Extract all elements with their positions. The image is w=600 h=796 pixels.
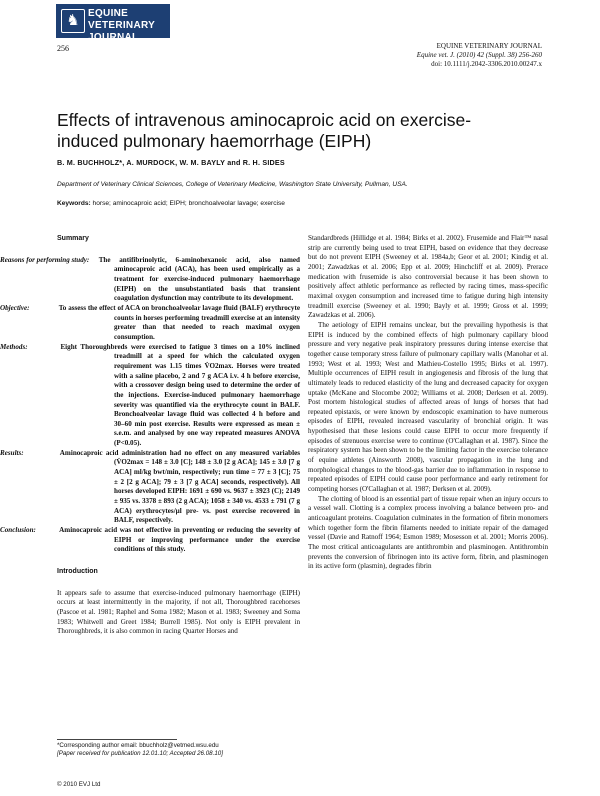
journal-banner <box>56 4 170 43</box>
page-number: 256 <box>57 44 69 53</box>
citation-doi: doi: 10.1111/j.2042-3306.2010.00247.x <box>431 60 542 68</box>
left-column <box>0 234 300 637</box>
copyright: © 2010 EVJ Ltd <box>57 781 101 788</box>
keywords-label: Keywords: <box>57 200 91 207</box>
body-paragraph-1: Standardbreds (Hillidge et al. 1984; Birks et al. 2002). Frusemide and Flair™ nasal strip are currently being used to treat EIPH, based on evidence that they decrease but do not prevent EIPH (Sweeney et al. 1984a,b; Geor et al. 2001; Kindig et al. 2001; Zawadzkas et al. 2006; Epp et al. 2009; Hinchcliff et al. 2009). Prerace medication with frusemide is also controversial because it has been shown to positively affect athletic performance as reflected by racing times, mass-specific maximal oxygen consumption and increased time to fatigue during high intensity treadmill exercise (Sweeney et al. 1990; Bayly et al. 1999; Gross et al. 1999; Zawadzkas et al. 2006). <box>308 234 548 320</box>
footnote <box>57 742 223 758</box>
introduction-paragraph: It appears safe to assume that exercise-induced pulmonary haemorrhage (EIPH) occurs at least intermittently in the majority, if not all, Thoroughbred racehorses (Pascoe et al. 1981; Raphel and Soma 1982; Mason et al. 1983; Sweeney and Soma 1983; Whitwell and Greet 1984; Burrell 1985). Not only is EIPH prevalent in Thoroughbreds, it is also common in racing Quarter Horses and <box>57 588 300 636</box>
summary-methods: Methods: Eight Thoroughbreds were exercised to fatigue 3 times on a 10% inclined treadmill at a speed for which the calculated oxygen requirement was 1.15 times V̇O2max. Horses were treated with a saline placebo, 2 and 7 g ACA i.v. 4 h before exercise, with a crossover design being used to determine the order of the injections. Exercise-induced pulmonary haemorrhage severity was quantified via the erythrocyte count in BALF. Bronchoalveolar lavage fluid was collected 4 h before and 30–60 min post exercise. Results were expressed as mean ± s.e.m. and analysed by one way repeated measures ANOVA (P<0.05). <box>0 342 300 448</box>
summary-results: Results: Aminocaproic acid administration had no effect on any measured variables (V̇O2max = 148 ± 3.0 [C]; 148 ± 3.0 [2 g ACA]; 145 ± 3.0 [7 g ACA] ml/kg bwt/min, respectively; run time = 77 ± 3 [C]; 75 ± 2 [2 g ACA]; 79 ± 3 [7 g ACA] seconds, respectively). All horses developed EIPH: 1691 ± 690 vs. 9637 ± 3923 (C); 2149 ± 935 vs. 3378 ± 893 (2 g ACA); 1058 ± 340 vs. 4533 ± 791 (7 g ACA) erythrocytes/µl pre- vs. post exercise recovered in BALF, respectively. <box>0 448 300 525</box>
right-column <box>308 234 548 572</box>
body-paragraph-2: The aetiology of EIPH remains unclear, but the prevailing hypothesis is that EIPH is induced by the combined effects of high pulmonary capillary blood pressure and very negative peak inspiratory pressures during intense exercise that together cause temporary stress failure of pulmonary capillary walls (Manohar et al. 1993; West et al. 1993; West and Mathieu-Costello 1995; Birks et al. 1997). Multiple occurrences of EIPH result in angiogenesis and fibrosis of the lung that ultimately leads to reduced elasticity of the lung and decreased capacity for oxygen uptake (McKane and Slocombe 2002; Williams et al. 2008; Derksen et al. 2009). Post mortem histological studies of affected areas of lungs of horses that had repeated epistaxis, or were known by endoscopic examination to have numerous episodes of EIPH, revealed increased vascularity of bronchial origin. It was hypothesised that these lesions could cause EIPH to occur more frequently if episodes of strenuous exercise were to continue (O'Callaghan et al. 1987). Since the respiratory system has been shown to be the limiting factor in the exercise tolerance of equine athletes (Ainsworth 2008), vascular propagation in the lung and morphological changes to the blood-gas barrier due to inflammation in response to repeated episodes of EIPH could cause poor performance and early retirement for competing horses (O'Callaghan et al. 1987; Derksen et al. 2009). <box>308 320 548 494</box>
summary-conclusion: Conclusion: Aminocaproic acid was not effective in preventing or reducing the severity of EIPH or improving performance under the exercise conditions of this study. <box>0 526 300 554</box>
horse-logo-icon: ♞ <box>61 9 85 33</box>
keywords <box>57 200 285 207</box>
body-paragraph-3: The clotting of blood is an essential part of tissue repair when an injury occurs to a vessel wall. Clotting is a complex process involving a balance between pro- and anticoagulant proteins. Coagulation culminates in the formation of fibrin monomers which together form the fibrin filaments needed to initiate repair of the damaged vessel (Davie and Ratnoff 1964; Esmon 1989; Mosesson et al. 2001; Morris 2006). The most critical anticoagulants are antithrombin and plasminogen. Antithrombin prevents the conversion of fibrinogen into its active form, fibrin, and plasminogen in its active form (plasmin), degrades fibrin <box>308 494 548 571</box>
summary-objective: Objective: To assess the effect of ACA on bronchoalveolar lavage fluid (BALF) erythrocyte counts in horses performing treadmill exercise at an intensity greater than that needed to reach maximal oxygen consumption. <box>0 303 300 341</box>
author-list: B. M. BUCHHOLZ*, A. MURDOCK, W. M. BAYLY and R. H. SIDES <box>57 158 285 167</box>
received-dates: [Paper received for publication 12.01.10; Accepted 26.08.10] <box>57 750 223 757</box>
corresponding-author: *Corresponding author email: bbuchholz@vetmed.wsu.edu <box>57 742 219 749</box>
keywords-text: horse; aminocaproic acid; EIPH; bronchoalveolar lavage; exercise <box>90 200 285 207</box>
journal-name: EQUINE VETERINARY JOURNAL <box>88 8 155 43</box>
paper-title: Effects of intravenous aminocaproic acid on exercise-induced pulmonary haemorrhage (EIPH) <box>57 110 472 151</box>
citation-journal: EQUINE VETERINARY JOURNAL <box>436 42 542 50</box>
affiliation: Department of Veterinary Clinical Sciences, College of Veterinary Medicine, Washington State University, Pullman, USA. <box>57 181 408 188</box>
summary-reasons: Reasons for performing study: The antifibrinolytic, 6-aminohexanoic acid, also named aminocaproic acid (ACA), has been used empirically as a treatment for exercise-induced pulmonary haemorrhage (EIPH) on the unsubstantiated basis that transient coagulation dysfunction may contribute to its development. <box>0 255 300 303</box>
summary-heading: Summary <box>57 235 89 242</box>
citation-issue: Equine vet. J. (2010) 42 (Suppl. 38) 256-260 <box>416 51 542 59</box>
introduction-heading: Introduction <box>57 568 98 575</box>
citation-block <box>282 42 542 69</box>
footnote-divider <box>57 739 177 740</box>
